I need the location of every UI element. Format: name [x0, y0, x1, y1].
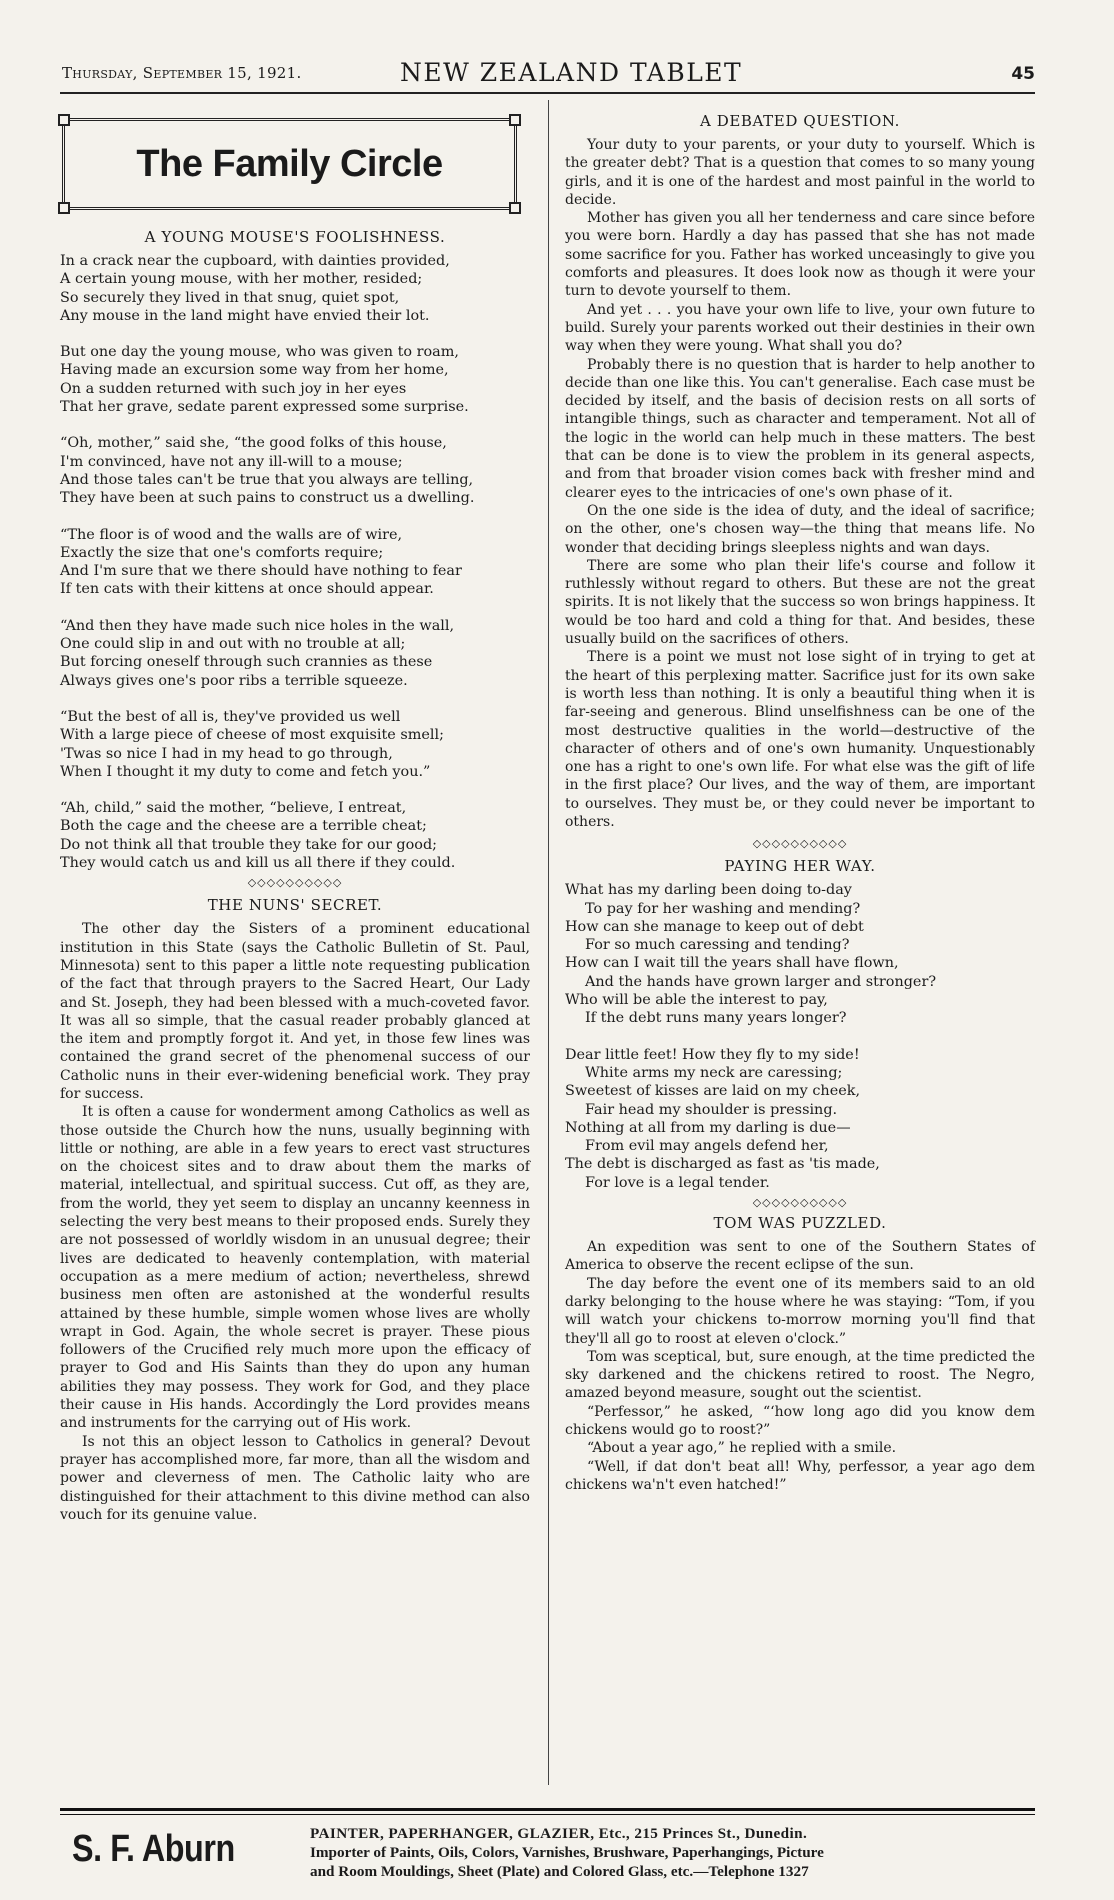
advert-text [310, 1824, 1035, 1881]
poem-line: Do not think all that trouble they take for our good; [60, 836, 438, 853]
poem-title-mouse: A YOUNG MOUSE'S FOOLISHNESS. [144, 228, 446, 246]
story-tom [565, 1238, 1035, 1494]
poem-line: A certain young mouse, with her mother, resided; [60, 271, 423, 288]
stanza [565, 1046, 1035, 1192]
stanza [60, 799, 530, 872]
poem-line: They would catch us and kill us all there if they could. [60, 855, 456, 872]
advert-line: Importer of Paints, Oils, Colors, Varnishes, Brushware, Paperhangings, Picture [310, 1844, 824, 1861]
paragraph: Is not this an object lesson to Catholics in general? Devout prayer has accomplished more, far more, than all the wisdom and power and cleverness of men. The Catholic laity who are distinguished for their attachment to this divine method can also vouch for its genuine value. [60, 1433, 530, 1523]
stanza [60, 526, 530, 599]
poem-line: Always gives one's poor ribs a terrible squeeze. [60, 672, 408, 689]
poem-line: 'Twas so nice I had in my head to go through, [60, 745, 393, 762]
paragraph: “Well, if dat don't beat all! Why, perfessor, a year ago dem chickens wa'n't even hatched!” [565, 1458, 1035, 1493]
poem-line: Sweetest of kisses are laid on my cheek, [565, 1083, 861, 1100]
paragraph: The other day the Sisters of a prominent educational institution in this State (says the Catholic Bulletin of St. Paul, Minnesota) sent to this paper a little note requesting publication of the fact that through prayers to the Sacred Heart, Our Lady and St. Joseph, they had been blessed with a much-coveted favor. It was all so simple, that the casual reader probably glanced at the item and promptly forgot it. And yet, in those few lines was contained the grand secret of the phenomenal success of our Catholic nuns in their ever-widening beneficial work. They pray for success. [60, 921, 530, 1102]
paragraph: An expedition was sent to one of the Southern States of America to observe the recent eclipse of the sun. [565, 1239, 1035, 1274]
section-title: The Family Circle [136, 143, 443, 185]
paragraph: “About a year ago,” he replied with a smile. [587, 1440, 897, 1457]
poem-line: But one day the young mouse, who was given to roam, [60, 344, 459, 361]
advertiser-name: S. F. Aburn [72, 1828, 235, 1870]
paragraph: There are some who plan their life's course and follow it ruthlessly without regard to others. But these are not the great spirits. It is not likely that the success so won brings happiness. It would be too hard and cold a thing for that. And besides, these usually build on the sacrifices of others. [565, 557, 1035, 648]
poem-title-paying: PAYING HER WAY. [724, 857, 876, 876]
poem-line: The debt is discharged as fast as 'tis made, [565, 1156, 880, 1173]
poem-mouse [60, 252, 530, 872]
poem-paying [565, 881, 1035, 1192]
poem-line: To pay for her washing and mending? [585, 900, 861, 917]
ornament-divider: ◇◇◇◇◇◇◇◇◇◇ [247, 876, 343, 890]
issue-date: Thursday, September 15, 1921. [62, 64, 302, 82]
paragraph: “Perfessor,” he asked, “‘how long ago did you know dem chickens would go to roost?” [565, 1403, 1035, 1438]
poem-line: I'm convinced, have not any ill-will to a mouse; [60, 453, 403, 470]
poem-line: Nothing at all from my darling is due— [565, 1119, 851, 1136]
stanza [60, 617, 530, 690]
poem-line: On a sudden returned with such joy in her eyes [60, 380, 407, 397]
ornament-divider: ◇◇◇◇◇◇◇◇◇◇ [752, 1196, 848, 1210]
article-title-debated: A DEBATED QUESTION. [699, 112, 901, 130]
poem-line: They have been at such pains to construct us a dwelling. [60, 490, 475, 507]
poem-line: What has my darling been doing to-day [565, 882, 852, 899]
paragraph: Your duty to your parents, or your duty to yourself. Which is the greater debt? That is a question that comes to so many young girls, and it is one of the hardest and most painful in the world to decide. [565, 137, 1035, 208]
poem-line: And the hands have grown larger and stronger? [585, 973, 937, 990]
article-nuns [60, 920, 530, 1524]
paragraph: It is often a cause for wonderment among Catholics as well as those outside the Church how the nuns, usually beginning with little or nothing, are able in a few years to erect vast structures on the choicest sites and to draw about them the marks of material, intellectual, and spiritual success. Cut off, as they are, from the world, they yet seem to display an uncanny keenness in selecting the very best means to their proposed ends. Surely they are not possessed of worldly wisdom in an unusual degree; their lives are dedicated to heavenly contemplation, with material occupation as a mere medium of action; nevertheless, shrewd business men often are astonished at the wonderful results attained by these humble, simple women whose lives are wholly wrapt in God. Again, the whole secret is prayer. These pious followers of the Crucified rely much more upon the efficacy of prayer to God and His Saints than they do upon any human abilities they may possess. They work for God, and they place their cause in His hands. Accordingly the Lord provides means and instruments for the carrying out of His work. [60, 1104, 530, 1432]
newspaper-title: NEW ZEALAND TABLET [400, 58, 743, 87]
poem-line: Who will be able the interest to pay, [565, 992, 828, 1009]
poem-line: “The floor is of wood and the walls are of wire, [60, 526, 403, 543]
poem-line: “And then they have made such nice holes in the wall, [60, 617, 455, 634]
paragraph: On the one side is the idea of duty, and the ideal of sacrifice; on the other, one's chosen way—the thing that means life. No wonder that deciding brings sleepless nights and wan days. [565, 502, 1035, 556]
poem-line: From evil may angels defend her, [585, 1138, 829, 1155]
poem-line: Both the cage and the cheese are a terrible cheat; [60, 818, 427, 835]
poem-line: If the debt runs many years longer? [585, 1010, 847, 1027]
story-title-tom: TOM WAS PUZZLED. [713, 1214, 887, 1233]
poem-line: When I thought it my duty to come and fetch you.” [60, 763, 431, 780]
poem-line: “Oh, mother,” said she, “the good folks of this house, [60, 435, 447, 452]
section-title-box [62, 118, 517, 210]
ornament-divider: ◇◇◇◇◇◇◇◇◇◇ [752, 837, 848, 851]
poem-line: Dear little feet! How they fly to my side! [565, 1046, 860, 1063]
poem-line: One could slip in and out with no trouble at all; [60, 636, 406, 653]
left-column [60, 108, 530, 1524]
advertisement [60, 1822, 1035, 1894]
paragraph: And yet . . . you have your own life to live, your own future to build. Surely your parents worked out their destinies in their own way when they were young. What shall you do? [565, 301, 1035, 355]
poem-line: “Ah, child,” said the mother, “believe, I entreat, [60, 800, 407, 817]
poem-line: And those tales can't be true that you always are telling, [60, 471, 474, 488]
article-title-nuns: THE NUNS' SECRET. [207, 896, 383, 915]
poem-line: White arms my neck are caressing; [585, 1064, 843, 1081]
paragraph: The day before the event one of its members said to an old darky belonging to the house where he was staying: “Tom, if you will watch your chickens to-morrow morning you'll find that they'll all go to roost at eleven o'clock.” [565, 1275, 1035, 1347]
advert-line: PAINTER, PAPERHANGER, GLAZIER, Etc., 215 Princes St., Dunedin. [310, 1825, 808, 1842]
poem-line: Fair head my shoulder is pressing. [585, 1101, 838, 1118]
poem-line: With a large piece of cheese of most exquisite smell; [60, 727, 444, 744]
advert-rule [60, 1808, 1035, 1811]
paragraph: There is a point we must not lose sight of in trying to get at the heart of this perplexing matter. Sacrifice just for its own sake is worth less than nothing. It is only a beautiful thing when it is far-seeing and generous. Blind unselfishness can be one of the most destructive qualities in the world—destructive of the character of others and of one's own humanity. Unquestionably one has a right to one's own life. For what else was the gift of life in the first place? Our lives, and the way of them, are important to ourselves. They must be, or they could never be important to others. [565, 649, 1035, 830]
poem-line: That her grave, sedate parent expressed some surprise. [60, 399, 469, 416]
poem-line: “But the best of all is, they've provided us well [60, 708, 401, 725]
page-number: 45 [1011, 64, 1035, 84]
poem-line: For love is a legal tender. [585, 1174, 770, 1191]
header-rule [60, 92, 1035, 94]
advert-line: and Room Mouldings, Sheet (Plate) and Colored Glass, etc.—Telephone 1327 [310, 1863, 809, 1880]
poem-line: In a crack near the cupboard, with dainties provided, [60, 253, 450, 269]
stanza [60, 252, 530, 325]
right-column [565, 112, 1035, 1494]
article-debated [565, 136, 1035, 831]
poem-line: If ten cats with their kittens at once should appear. [60, 581, 434, 598]
poem-line: How can I wait till the years shall have flown, [565, 955, 899, 972]
poem-line: Any mouse in the land might have envied their lot. [60, 307, 430, 324]
stanza [60, 343, 530, 416]
poem-line: How can she manage to keep out of debt [565, 918, 864, 935]
paragraph: Mother has given you all her tenderness and care since before you were born. Hardly a day has passed that she has not made some sacrifice for you. Father has worked unceasingly to give you comforts and pleasures. It does look now as though it were your turn to devote yourself to them. [565, 210, 1035, 300]
poem-line: But forcing oneself through such crannies as these [60, 654, 433, 671]
poem-line: Having made an excursion some way from her home, [60, 362, 449, 379]
stanza [565, 881, 1035, 1027]
column-divider [548, 100, 549, 1785]
stanza [60, 708, 530, 781]
stanza [60, 434, 530, 507]
paragraph: Probably there is no question that is harder to help another to decide than one like this. You can't generalise. Each case must be decided by itself, and the basis of decision rests on all sorts of intangible things, such as character and temperament. Not all of the logic in the world can help much in these matters. The best that can be done is to view the problem in its general aspects, and from that broader vision comes back with fresher mind and clearer eyes to the intricacies of one's own phase of it. [565, 356, 1035, 501]
poem-line: And I'm sure that we there should have nothing to fear [60, 563, 462, 580]
poem-line: So securely they lived in that snug, quiet spot, [60, 289, 400, 306]
poem-line: For so much caressing and tending? [585, 937, 850, 954]
paragraph: Tom was sceptical, but, sure enough, at the time predicted the sky darkened and the chickens retired to roost. The Negro, amazed beyond measure, sought out the scientist. [565, 1348, 1035, 1402]
poem-line: Exactly the size that one's comforts require; [60, 544, 384, 561]
advert-rule [60, 1814, 1035, 1815]
